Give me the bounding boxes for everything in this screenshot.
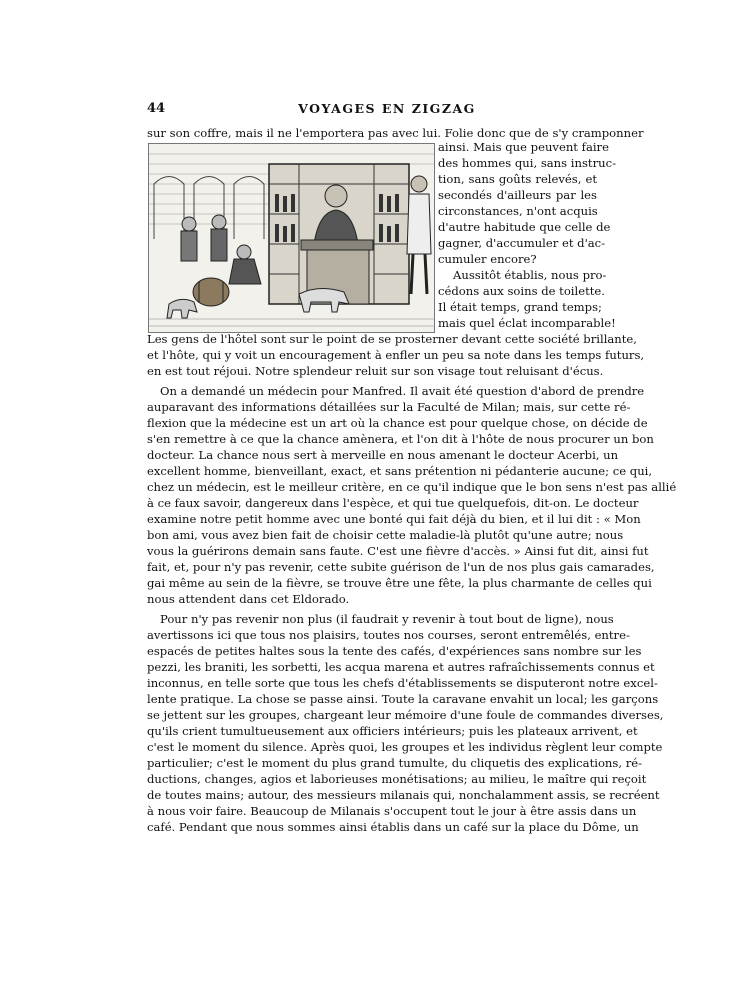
text-line: excellent homme, bienveillant, exact, et sans prétention ni pédanterie aucune; ce qui, — [147, 464, 653, 478]
text-line: c'est le moment du silence. Après quoi, les groupes et les individus règlent leur compte — [147, 740, 663, 754]
text-line: mais quel éclat incomparable! — [438, 316, 616, 330]
text-line: On a demandé un médecin pour Manfred. Il avait été question d'abord de prendre — [160, 384, 645, 398]
text-line: docteur. La chance nous sert à merveille en nous amenant le docteur Acerbi, un — [147, 448, 619, 462]
text-line: ainsi. Mais que peuvent faire — [438, 140, 609, 154]
text-line: tion, sans goûts relevés, et — [438, 172, 597, 186]
page-number: 44 — [147, 101, 166, 116]
text-line: fait, et, pour n'y pas revenir, cette subite guérison de l'un de nos plus gais camarades, — [147, 560, 655, 574]
text-line: à nous voir faire. Beaucoup de Milanais s'occupent tout le jour à être assis dans un — [147, 804, 637, 818]
text-line: pezzi, les braniti, les sorbetti, les acqua marena et autres rafraîchissements connus et — [147, 660, 655, 674]
text-line: gai même au sein de la fièvre, se trouve être une fête, la plus charmante de celles qui — [147, 576, 652, 590]
text-line: Il était temps, grand temps; — [438, 300, 602, 314]
text-line: inconnus, en telle sorte que tous les chefs d'établissements se disputeront notre excel- — [147, 676, 658, 690]
text-line: nous attendent dans cet Eldorado. — [147, 592, 350, 606]
text-line: cumuler encore? — [438, 252, 537, 266]
text-line: secondés d'ailleurs par les — [438, 188, 597, 202]
text-line: particulier; c'est le moment du plus grand tumulte, du cliquetis des explications, ré- — [147, 756, 643, 770]
text-line: des hommes qui, sans instruc- — [438, 156, 616, 170]
text-line: en est tout réjoui. Notre splendeur reluit sur son visage tout reluisant d'écus. — [147, 364, 604, 378]
text-line: chez un médecin, est le meilleur critère, en ce qu'il indique que le bon sens n'est pas allié — [147, 480, 677, 494]
text-line: espacés de petites haltes sous la tente des cafés, d'expériences sans nombre sur les — [147, 644, 642, 658]
text-line: qu'ils crient tumultueusement aux officiers intérieurs; puis les plateaux arrivent, et — [147, 724, 638, 738]
text-line: à ce faux savoir, dangereux dans l'espèce, et qui tue quelquefois, dit-on. Le docteur — [147, 496, 639, 510]
text-line: auparavant des informations détaillées sur la Faculté de Milan; mais, sur cette ré- — [147, 400, 631, 414]
cafe-engraving-illustration — [148, 143, 435, 333]
text-line: se jettent sur les groupes, chargeant leur mémoire d'une foule de commandes diverses, — [147, 708, 664, 722]
text-line: gagner, d'accumuler et d'ac- — [438, 236, 606, 250]
text-line: s'en remettre à ce que la chance amènera, et l'on dit à l'hôte de nous procurer un bon — [147, 432, 654, 446]
text-line: Aussitôt établis, nous pro- — [453, 268, 607, 282]
text-line: vous la guérirons demain sans faute. C'est une fièvre d'accès. » Ainsi fut dit, ainsi fut — [147, 544, 649, 558]
text-line: et l'hôte, qui y voit un encouragement à enfler un peu sa note dans les temps futurs, — [147, 348, 645, 362]
text-line: café. Pendant que nous sommes ainsi établis dans un café sur la place du Dôme, un — [147, 820, 639, 834]
running-title: VOYAGES EN ZIGZAG — [298, 101, 476, 116]
text-line: d'autre habitude que celle de — [438, 220, 611, 234]
text-line: circonstances, n'ont acquis — [438, 204, 598, 218]
text-line: sur son coffre, mais il ne l'emportera pas avec lui. Folie donc que de s'y cramponner — [147, 126, 644, 140]
text-line: Les gens de l'hôtel sont sur le point de se prosterner devant cette société brillante, — [147, 332, 637, 346]
text-line: lente pratique. La chose se passe ainsi. Toute la caravane envahit un local; les garçons — [147, 692, 659, 706]
text-line: ductions, changes, agios et laborieuses monétisations; au milieu, le maître qui reçoit — [147, 772, 647, 786]
text-line: avertissons ici que tous nos plaisirs, toutes nos courses, seront entremêlés, entre- — [147, 628, 630, 642]
text-line: cédons aux soins de toilette. — [438, 284, 605, 298]
text-line: Pour n'y pas revenir non plus (il faudrait y revenir à tout bout de ligne), nous — [160, 612, 614, 626]
text-line: flexion que la médecine est un art où la chance est pour quelque chose, on décide de — [147, 416, 648, 430]
page-header — [147, 101, 597, 121]
text-line: bon ami, vous avez bien fait de choisir cette maladie-là plutôt qu'une autre; nous — [147, 528, 624, 542]
text-line: examine notre petit homme avec une bonté qui fait déjà du bien, et il lui dit : « Mon — [147, 512, 641, 526]
text-line: de toutes mains; autour, des messieurs milanais qui, nonchalamment assis, se recréent — [147, 788, 660, 802]
